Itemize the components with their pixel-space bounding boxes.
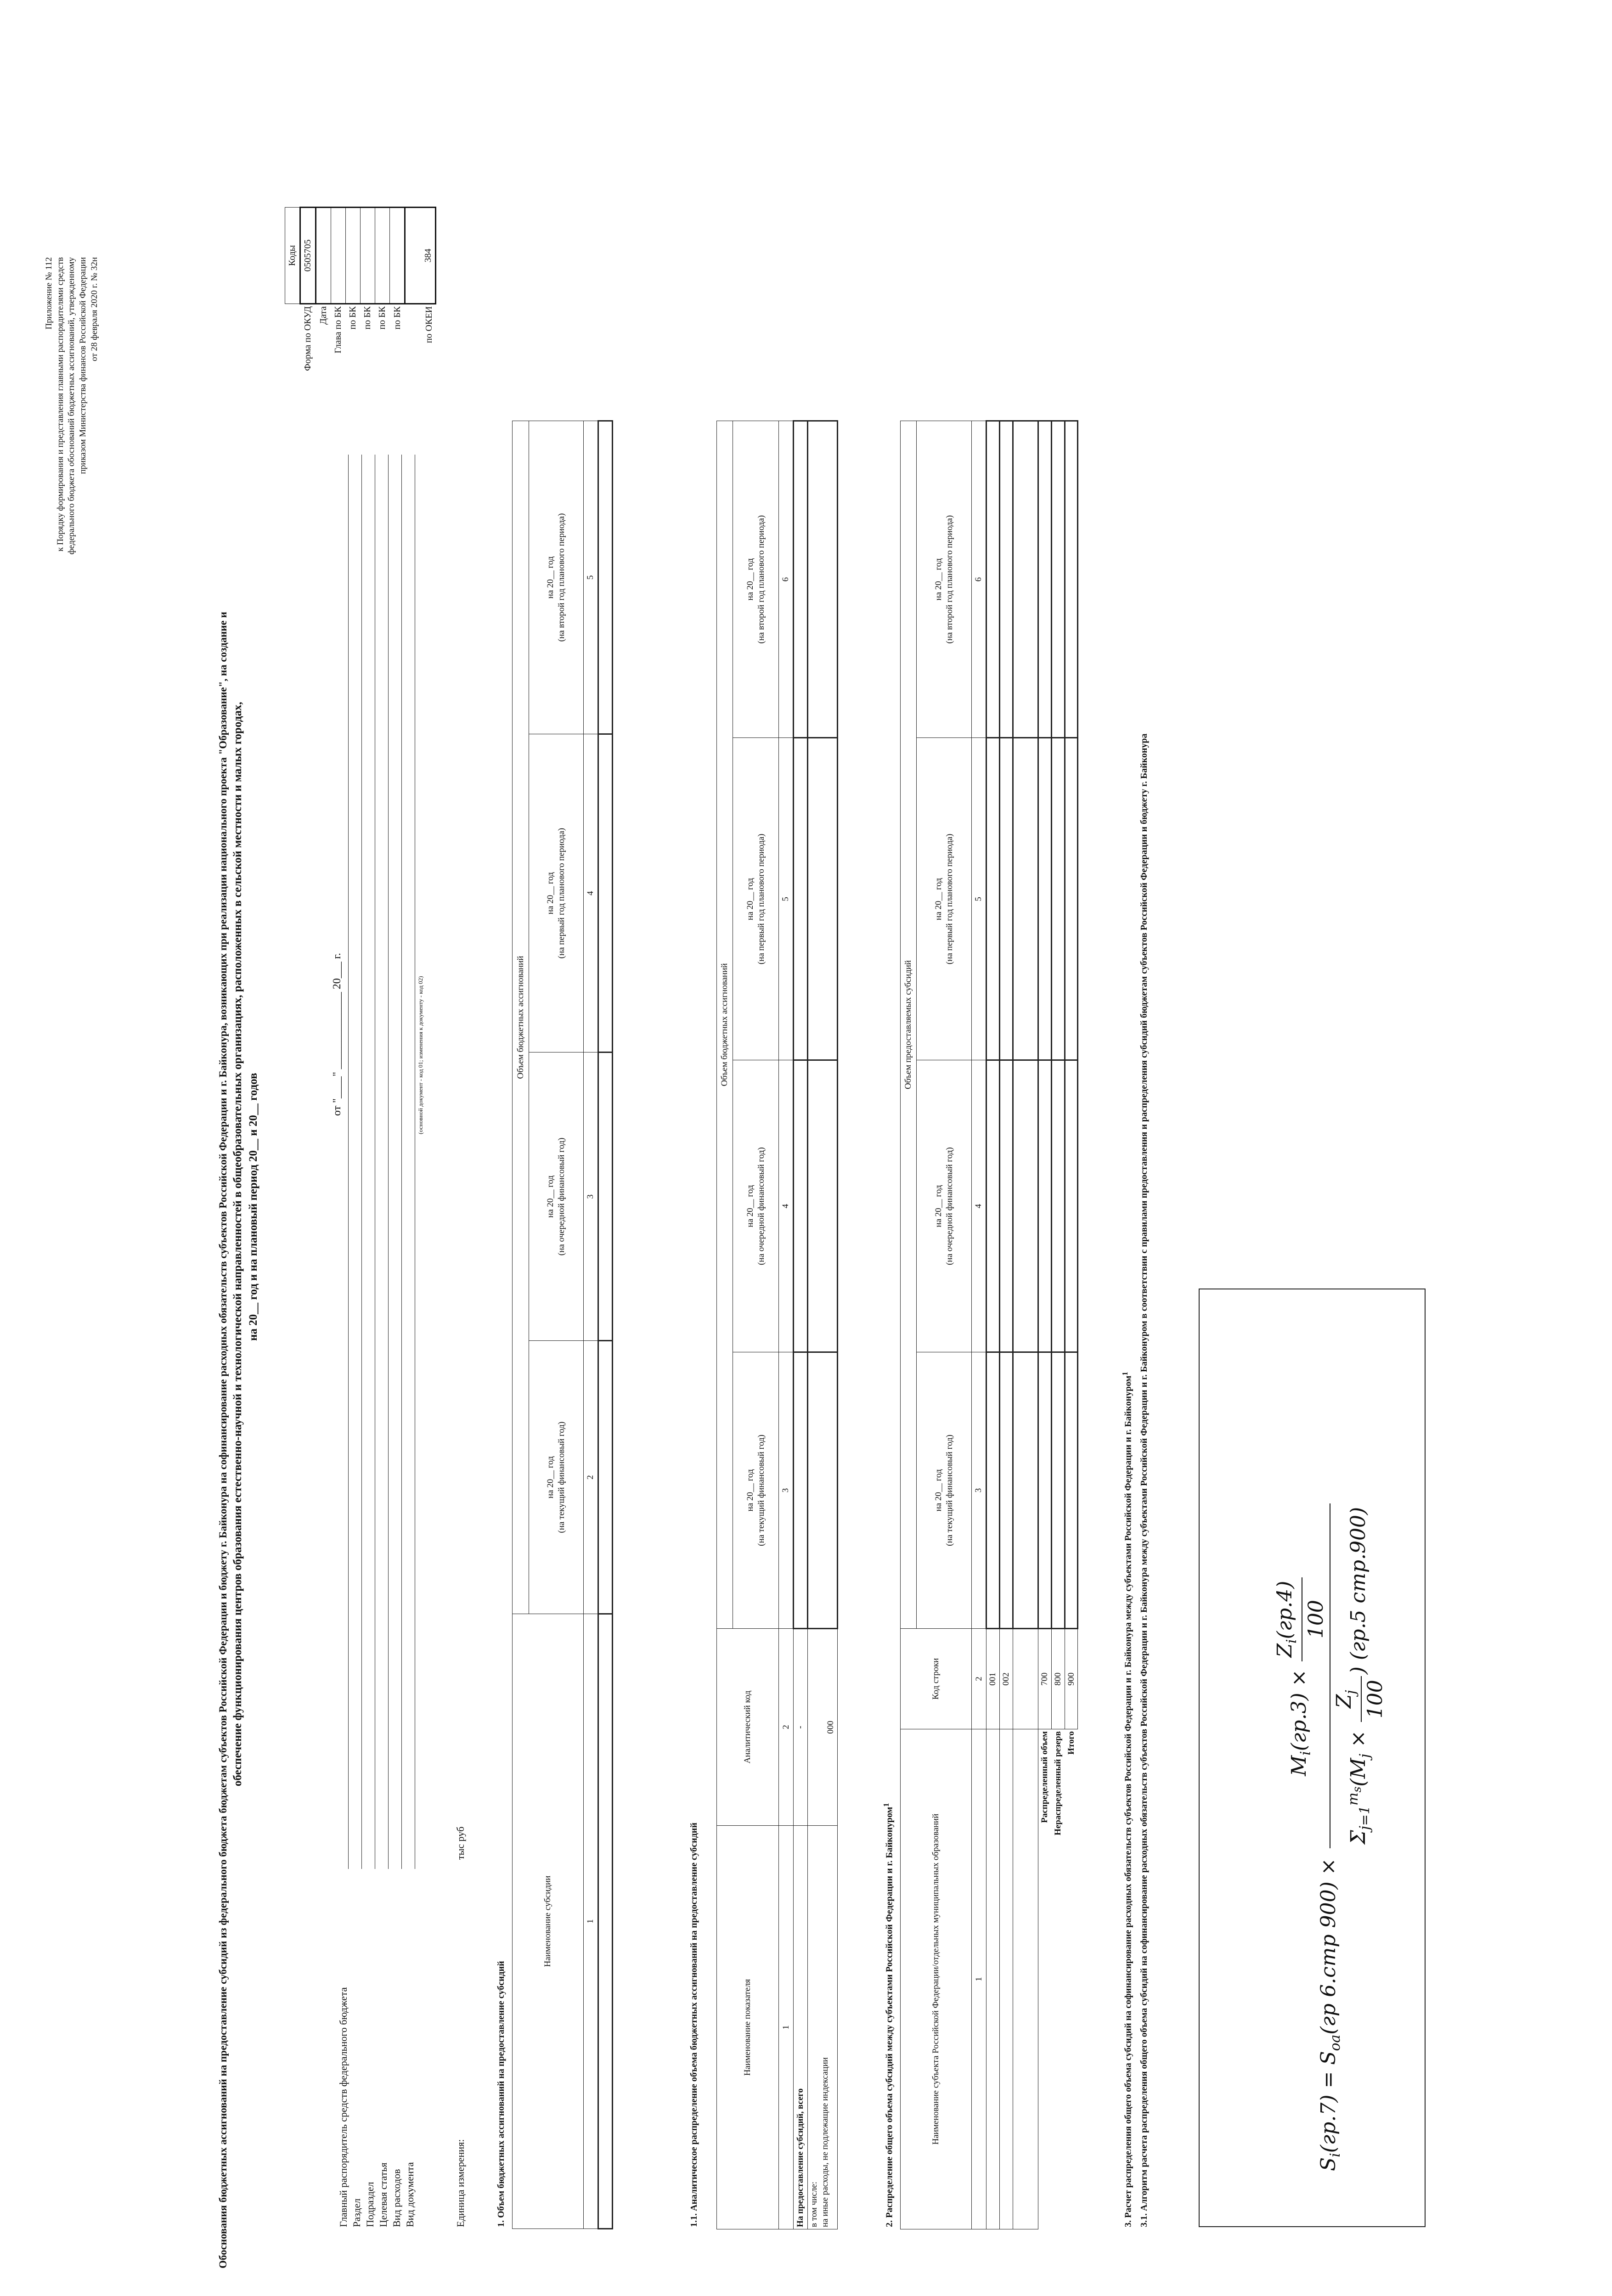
col-plan-year-2 (917, 421, 972, 738)
data-cell[interactable] (1065, 1060, 1078, 1352)
col-group-volume: Объем бюджетных ассигнований (717, 421, 733, 1629)
data-cell[interactable] (986, 421, 1000, 738)
data-cell[interactable] (808, 1352, 838, 1628)
section2-title-text: 2. Распределение общего объема субсидий между субъектами Российской Федерации и г. Байконуром (884, 1806, 895, 2227)
col-year-note: (на первый год планового периода) (944, 833, 954, 965)
data-cell[interactable] (794, 738, 808, 1060)
code-value (331, 208, 346, 304)
data-cell[interactable] (1038, 738, 1052, 1060)
code-label: по БК (392, 306, 402, 330)
data-cell[interactable] (1000, 1060, 1013, 1352)
document-type-note: (основной документ - код 01; изменения к документу - код 02) (417, 976, 424, 1134)
col-number: 4 (972, 1060, 986, 1352)
data-cell[interactable] (794, 421, 808, 738)
code-label: по БК (362, 306, 372, 330)
code-label: по ОКЕИ (423, 306, 434, 343)
row-breakdown-label (808, 1826, 838, 2229)
col-next-year (917, 1060, 972, 1352)
appendix-line: от 28 февраля 2020 г. № 32н (89, 257, 99, 361)
data-cell[interactable] (1051, 738, 1065, 1060)
data-cell[interactable] (1013, 738, 1038, 1060)
data-cell[interactable] (598, 421, 613, 734)
col-year-note: (на второй год планового периода) (557, 513, 567, 642)
code-value: 0505705 (300, 208, 316, 304)
appendix-line: к Порядку формирования и представления главными распорядителями средств (55, 257, 65, 551)
summary-label: Нераспределенный резерв (1053, 1731, 1063, 1835)
appendix-line: Приложение № 112 (44, 257, 54, 330)
title-line-3: на 20__ год и на плановый период 20__ и 20__ годов (247, 1073, 259, 1341)
col-year-note: (на текущий финансовый год) (756, 1435, 766, 1546)
col-year: на 20__ год (546, 556, 556, 599)
appendix-note (44, 257, 100, 670)
code-value (316, 208, 331, 304)
col-plan-year-1 (529, 734, 584, 1052)
data-cell[interactable] (1038, 1060, 1052, 1352)
data-cell[interactable] (1051, 1352, 1065, 1628)
code-label: Глава по БК (333, 306, 343, 354)
field-line (401, 455, 402, 1869)
section11-title: 1.1. Аналитическое распределение объема бюджетных ассигнований на предоставление субсидий (689, 1823, 699, 2227)
field-target-article: Целевая статья (378, 2162, 389, 2227)
data-cell[interactable] (986, 1352, 1000, 1628)
col-next-year (733, 1060, 779, 1352)
code-value (346, 208, 361, 304)
row-code: 001 (986, 1629, 1000, 1729)
field-line (361, 455, 362, 1869)
col-year-note: (на второй год планового периода) (756, 515, 766, 644)
section1-title: 1. Объем бюджетных ассигнований на предоставление субсидий (496, 1961, 506, 2227)
data-cell[interactable] (1065, 738, 1078, 1060)
col-subsidy-name: Наименование субсидии (513, 1614, 584, 2229)
section3-title-text: 3. Расчет распределения общего объема субсидий на софинансирование расходных обязательств субъектов Российской Федерации и г. Байконура между субъектами Российской Федерации и г. Байконуром (1123, 1375, 1133, 2227)
data-cell[interactable] (598, 1341, 613, 1614)
data-cell[interactable] (1000, 738, 1013, 1060)
col-number: 2 (779, 1629, 794, 1826)
title-line-1: Обоснования бюджетных ассигнований на предоставление субсидий из федерального бюджета бюджетам субъектов Российской Федерации и бюджету г. Байконура на софинансирование расходных обязательств субъектов Российской Федерации и г. Байконура, возникающих при реализации национального проекта "Образование", на создание и (217, 612, 229, 2268)
data-cell[interactable] (808, 738, 838, 1060)
data-cell[interactable] (1038, 1352, 1052, 1628)
codes-table (285, 207, 436, 400)
data-cell[interactable] (1038, 421, 1052, 738)
col-year: на 20__ год (933, 878, 943, 920)
code-value: 384 (405, 208, 436, 304)
col-number: 1 (972, 1729, 986, 2229)
col-year: на 20__ год (546, 872, 556, 915)
header-fields (338, 666, 417, 2227)
date-line: от "____" ______________ 20___ г. (331, 953, 343, 1116)
section11-table (716, 420, 838, 2229)
col-year: на 20__ год (546, 1175, 556, 1218)
col-number: 5 (584, 421, 598, 734)
data-cell[interactable] (794, 1352, 808, 1628)
field-line (388, 455, 389, 1869)
data-cell[interactable] (1051, 421, 1065, 738)
region-cell[interactable] (1000, 1729, 1013, 2229)
appendix-line: приказом Министерства финансов Российской Федерации (78, 257, 88, 474)
data-cell[interactable] (808, 421, 838, 738)
row-code: 900 (1065, 1629, 1078, 1729)
col-number: 4 (779, 1060, 794, 1352)
field-main-manager: Главный распорядитель средств федерального бюджета (338, 1987, 349, 2227)
col-number: 6 (779, 421, 794, 738)
region-cell[interactable] (986, 1729, 1000, 2229)
row-label: на иные расходы, не подлежащие индексации (820, 2057, 830, 2227)
data-cell[interactable] (986, 738, 1000, 1060)
data-cell[interactable] (1000, 1352, 1013, 1628)
section1-table (512, 420, 613, 2229)
col-year: на 20__ год (745, 878, 755, 920)
data-cell[interactable] (598, 1614, 613, 2229)
field-section: Раздел (351, 2198, 362, 2227)
row-code-empty (1013, 1629, 1038, 1729)
code-value (375, 208, 390, 304)
col-number: 5 (972, 738, 986, 1060)
data-cell[interactable] (598, 1052, 613, 1341)
col-group-volume: Объем бюджетных ассигнований (513, 421, 529, 1614)
formula-lhs: $S_i(гр.7) = S_{оа}(гр$ 6.стр 900) × (1317, 1858, 1344, 2171)
row-code: 700 (1038, 1629, 1052, 1729)
field-line (348, 455, 349, 1869)
code-value (361, 208, 375, 304)
formula-denominator: $\Sigma_{j=1}^{m_s}(M_j$ × $Z_j$ 100 ) (гр.5 стр.900) (1332, 1507, 1387, 1845)
section2-table (900, 420, 1078, 2229)
col-number: 2 (972, 1629, 986, 1729)
formula-box (1199, 1289, 1426, 2227)
col-year: на 20__ год (933, 1469, 943, 1512)
data-cell[interactable] (1000, 421, 1013, 738)
data-cell[interactable] (1051, 1060, 1065, 1352)
row-total-label: На предоставление субсидий, всего (794, 1826, 808, 2229)
col-number: 4 (584, 734, 598, 1052)
col-current-year (917, 1352, 972, 1628)
section2-title (882, 1803, 895, 2227)
appendix-line: федерального бюджета обоснований бюджетных ассигнований, утвержденному (67, 257, 77, 555)
col-year: на 20__ год (933, 1185, 943, 1227)
row-code: 800 (1051, 1629, 1065, 1729)
col-year: на 20__ год (745, 558, 755, 601)
code-label: Дата (318, 306, 328, 325)
row-label: в том числе: (809, 2181, 819, 2227)
summary-label: Итого (1066, 1731, 1076, 1755)
code-label: по БК (377, 306, 387, 330)
col-number: 1 (584, 1614, 598, 2229)
col-number: 3 (779, 1352, 794, 1628)
col-year-note: (на первый год планового периода) (557, 828, 567, 959)
col-year-note: (на текущий финансовый год) (557, 1421, 567, 1533)
field-document-type: Вид документа (404, 2162, 416, 2227)
col-year-note: (на очередной финансовый год) (557, 1137, 567, 1256)
region-cell[interactable] (1013, 1729, 1038, 2229)
col-plan-year-2 (733, 421, 779, 738)
unit-label: Единица измерения: (455, 2139, 466, 2227)
code-label: Форма по ОКУД (303, 306, 313, 371)
col-year-note: (на очередной финансовый год) (944, 1147, 954, 1266)
form-title (216, 248, 261, 2268)
codes-header: Коды (285, 208, 300, 304)
formula-fraction (1273, 1503, 1387, 1848)
col-year: на 20__ год (745, 1469, 755, 1512)
data-cell[interactable] (1065, 421, 1078, 738)
section31-title: 3.1. Алгоритм расчета распределения общего объема субсидий на софинансирование расходных обязательств субъектов Российской Федерации и г. Байконура между субъектами Российской Федерации и г. Байконуром в соответствии с правилами предоставления и распределения субсидий бюджетам субъектов Российской Федерации и бюджету г. Байконура (1139, 733, 1149, 2227)
col-number: 5 (779, 738, 794, 1060)
title-line-2: обеспечение функционирования центров образования естественно-научной и технологической направленностей в общеобразовательных организациях, расположенных в сельской местности и малых городах, (231, 702, 244, 1786)
data-cell[interactable] (1065, 1352, 1078, 1628)
col-year-note: (на текущий финансовый год) (944, 1435, 954, 1546)
data-cell[interactable] (794, 1060, 808, 1352)
row-code: 002 (1000, 1629, 1013, 1729)
col-plan-year-1 (733, 738, 779, 1060)
col-indicator-name: Наименование показателя (717, 1826, 779, 2229)
code-value (390, 208, 405, 304)
col-analytic-code: Аналитический код (717, 1629, 779, 1826)
footnote-mark: 1 (882, 1803, 891, 1807)
col-number: 1 (779, 1826, 794, 2229)
col-plan-year-1 (917, 738, 972, 1060)
col-plan-year-2 (529, 421, 584, 734)
data-cell[interactable] (598, 734, 613, 1052)
col-year-note: (на очередной финансовый год) (756, 1147, 766, 1266)
col-group-volume: Объем предоставляемых субсидий (901, 421, 917, 1629)
col-number: 2 (584, 1341, 598, 1614)
col-year: на 20__ год (546, 1456, 556, 1499)
col-number: 6 (972, 421, 986, 738)
col-region-name: Наименование субъекта Российской Федерации/отдельных муниципальных образований (901, 1729, 972, 2229)
field-subsection: Подраздел (364, 2182, 376, 2227)
col-year: на 20__ год (933, 558, 943, 601)
code-label: по БК (348, 306, 358, 330)
col-current-year (529, 1341, 584, 1614)
data-cell[interactable] (1013, 1352, 1038, 1628)
data-cell[interactable] (808, 1060, 838, 1352)
footnote-mark: 1 (1121, 1372, 1129, 1376)
field-expense-type: Вид расходов (391, 2169, 402, 2227)
col-number: 3 (972, 1352, 986, 1628)
row-code: 000 (808, 1629, 838, 1826)
section3-title (1121, 1372, 1134, 2227)
data-cell[interactable] (1013, 421, 1038, 738)
col-year-note: (на первый год планового периода) (756, 833, 766, 965)
col-current-year (733, 1352, 779, 1628)
col-year: на 20__ год (745, 1185, 755, 1227)
row-code: - (794, 1629, 808, 1826)
col-year-note: (на второй год планового периода) (944, 515, 954, 644)
formula (1273, 1500, 1387, 2171)
data-cell[interactable] (986, 1060, 1000, 1352)
formula-numerator: $M_i(гр.3)$ × $Z_i(гр.4)$ 100 (1273, 1503, 1330, 1848)
summary-label: Распределенный объем (1040, 1731, 1050, 1823)
data-cell[interactable] (1013, 1060, 1038, 1352)
unit-value: тыс руб (455, 1826, 466, 1860)
col-next-year (529, 1052, 584, 1341)
col-number: 3 (584, 1052, 598, 1341)
col-row-code: Код строки (901, 1629, 972, 1729)
